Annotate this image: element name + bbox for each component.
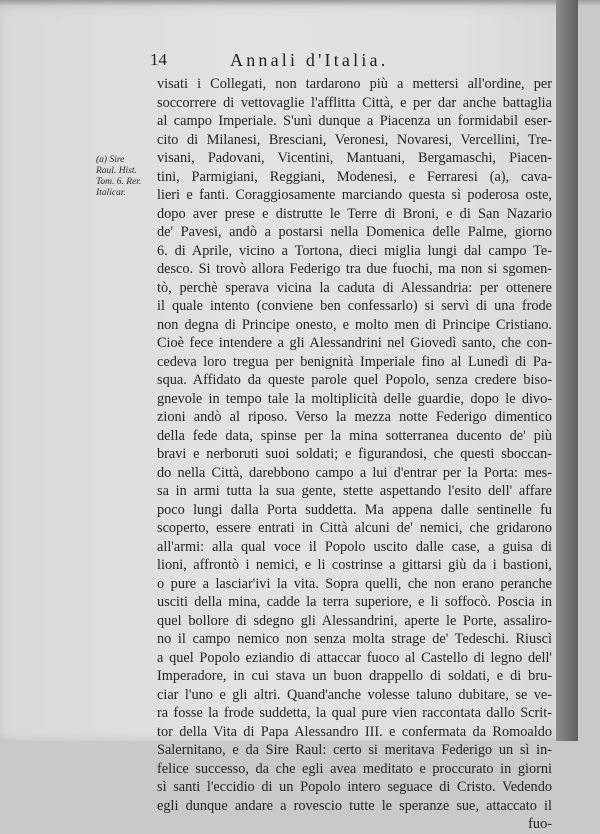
text-line: desco. Si trovò allora Federigo tra due fuochi, ma non si sgomen-: [157, 261, 552, 277]
body-text: [157, 75, 552, 834]
text-line: Imperadore, in cui stava un buon drappello di soldati, e di bru-: [157, 668, 552, 684]
text-line: o pure a lasciar'ivi la vita. Sopra quelli, che non erano peranche: [157, 575, 552, 592]
text-line: ciar l'uno e gli altri. Quand'anche volesse taluno dubitare, se ve-: [157, 686, 552, 703]
page-binding-edge: [556, 0, 578, 741]
text-line: il quale intento (conviene ben confessarlo) si servì di una frode: [157, 298, 552, 314]
page-title: Annali d'Italia.: [230, 50, 389, 70]
text-line: poco lungi dalla Porta suddetta. Ma appena dalle sentinelle fu: [157, 501, 552, 518]
text-line: ra fosse la frode suddetta, la qual pure vien raccontata dallo Scrit-: [157, 705, 552, 721]
text-line: tor della Vita di Papa Alessandro III. e confermata da Romoaldo: [157, 723, 552, 740]
text-line: visani, Padovani, Vicentini, Mantuani, Bergamaschi, Piacen-: [157, 150, 552, 166]
text-line: de' Pavesi, andò a postarsi nella Domenica delle Palme, giorno: [157, 224, 552, 240]
text-line: cedeva loro tregua per benignità Imperiale fino al Lunedì di Pa-: [157, 353, 552, 370]
margin-note-line: Raul. Hist.: [96, 166, 137, 176]
text-line: usciti della mina, cadde la terra superiore, e li soffocò. Poscia in: [157, 594, 552, 610]
text-line: dopo aver prese e distrutte le Terre di Broni, e di San Nazario: [157, 205, 552, 222]
page-number: 14: [150, 50, 167, 69]
page-top-shadow: [0, 0, 600, 6]
margin-note-line: (a) Sire: [96, 155, 125, 165]
text-line: cito di Milanesi, Bresciani, Veronesi, Novaresi, Vercellini, Tre-: [157, 131, 552, 148]
text-line: Salernitano, e da Sire Raul: certo si meritava Federigo un sì in-: [157, 742, 552, 758]
text-line: zioni andò al riposo. Verso la mezza notte Federigo dimentico: [157, 409, 552, 425]
text-line: tò, perchè sperava vicina la caduta di Alessandria: per ottenere: [157, 279, 552, 296]
text-line: non degna di Principe onesto, e molto men di Principe Cristiano.: [157, 316, 552, 333]
text-line: al campo Imperiale. S'unì dunque a Piacenza un formidabil eser-: [157, 113, 552, 129]
text-line: bravi e nerboruti suoi soldati; e figurandosi, che questi sboccan-: [157, 446, 552, 462]
text-line: soccorrere di vettovaglie l'afflitta Città, e per dar anche battaglia: [157, 94, 552, 111]
text-line: 6. di Aprile, vicino a Tortona, dieci miglia lungi dal campo Te-: [157, 242, 552, 259]
text-line: scoperto, essere entrati in Città alcuni de' nemici, che gridarono: [157, 520, 552, 536]
text-line: quel bollore di sdegno gli Alessandrini, aperte le Porte, assaliro-: [157, 612, 552, 629]
text-line: no il campo nemico non senza molta strage de' Tedeschi. Riuscì: [157, 631, 552, 647]
margin-note-line: Italicar.: [96, 188, 126, 198]
text-line: felice successo, da che egli avea meditato e proccurato in giorni: [157, 760, 552, 777]
text-line: squa. Affidato da queste parole quel Popolo, senza credere biso-: [157, 372, 552, 388]
text-line: egli dunque andare a rovescio tutte le speranze sue, attaccato il: [157, 797, 552, 814]
text-line: Cioè fece intendere a gli Alessandrini nel Giovedì santo, che con-: [157, 335, 552, 351]
text-line: della fede data, spinse per la mina sotterranea ducento de' più: [157, 427, 552, 444]
text-line: lieri e fanti. Coraggiosamente marciando questa sì poderosa oste,: [157, 187, 552, 203]
running-head: [150, 50, 570, 76]
text-line: sì santi l'eccidio di un Popolo intero seguace di Cristo. Vedendo: [157, 779, 552, 795]
text-line: a quel Popolo eziandio di attaccar fuoco al Castello di legno dell': [157, 649, 552, 666]
text-line: gnevole in tempo tale la moltiplicità delle guardie, dopo le divo-: [157, 390, 552, 407]
text-line: sa in armi tutta la sua gente, stette aspettando l'esito dell' affare: [157, 483, 552, 499]
catchword: fuo-: [528, 816, 552, 832]
text-line: all'armi: alla qual voce il Popolo uscito dalle case, a guisa di: [157, 538, 552, 555]
text-line: do nella Città, darebbono campo a lui d'entrar per la Porta: mes-: [157, 464, 552, 481]
margin-note-line: Tom. 6. Rer.: [96, 177, 142, 187]
margin-note: [96, 155, 156, 199]
text-line: visati i Collegati, non tardarono più a mettersi all'ordine, per: [157, 76, 552, 92]
text-line: lioni, affrontò i nemici, e li costrinse a gittarsi giù da i bastioni,: [157, 557, 552, 573]
text-line: tini, Parmigiani, Reggiani, Modenesi, e Ferraresi (a), cava-: [157, 168, 552, 185]
